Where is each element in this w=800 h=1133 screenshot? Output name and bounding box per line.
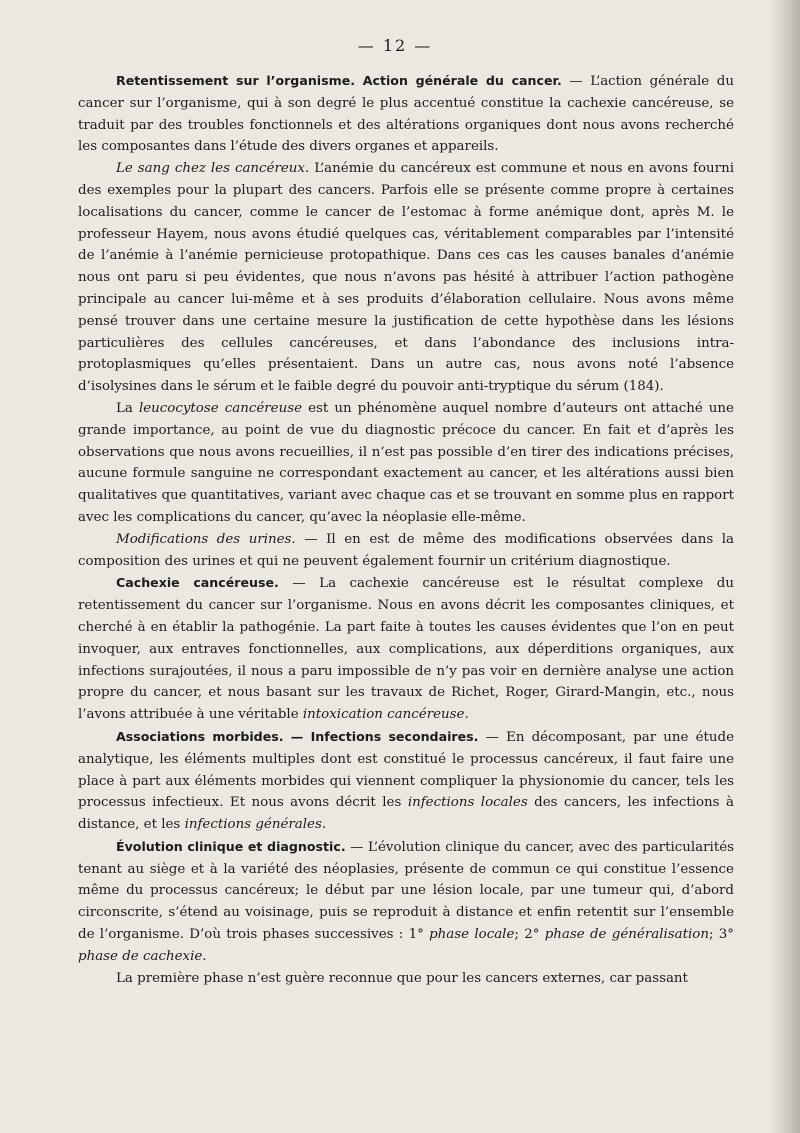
- italic-term: leucocytose cancéreuse: [138, 400, 302, 416]
- page-edge-shadow: [770, 0, 800, 1133]
- paragraph-cachexie: Cachexie cancéreuse. — La cachexie cancéreuse est le résultat complexe du retentissement du cancer sur l’organisme. Nous en avons décrit les composantes cliniques, et cherché à en établir la pathogénie. La part faite à toutes les causes évidentes que l’on en peut invoquer, aux entraves fonctionnelles, aux complications, aux déperditions organiques, aux infections surajoutées, il nous a paru impossible de n’y pas voir en dernière analyse une action propre du cancer, et nous basant sur les travaux de Richet, Roger, Girard-Mangin, etc., nous l’avons attribuée à une véritable intoxication cancéreuse.: [78, 575, 734, 723]
- italic-lead: Modifications des urines.: [116, 531, 296, 547]
- paragraph-premiere-phase: La première phase n’est guère reconnue que pour les cancers externes, car passant: [116, 970, 688, 986]
- section-heading: Évolution clinique et diagnostic.: [116, 838, 346, 854]
- paragraph-associations: Associations morbides. — Infections secondaires. — En décomposant, par une étude analytique, les éléments multiples dont est constitué le processus cancéreux, il faut faire une place à part aux éléments morbides qui viennent compliquer la physionomie du cancer, tels les processus infectieux. Et nous avons décrit les infections locales des cancers, les infections à distance, et les infections générales.: [78, 728, 734, 833]
- paragraph-evolution: Évolution clinique et diagnostic. — L’évolution clinique du cancer, avec des particularités tenant au siège et à la variété des néoplasies, présente de commun ce qui constitue l’essence même du processus cancéreux; le début par une lésion locale, par une tumeur qui, d’abord circonscrite, s’étend au voisinage, puis se reproduit à distance et enfin retentit sur l’ensemble de l’organisme. D’où trois phases successives : 1° phase locale; 2° phase de généralisation; 3° phase de cachexie.: [78, 838, 735, 964]
- section-heading: Associations morbides. — Infections secondaires.: [116, 728, 479, 744]
- italic-term: phase de généralisation: [544, 927, 709, 943]
- paragraph-retentissement: Retentissement sur l’organisme. Action générale du cancer. — L’action générale du cancer sur l’organisme, qui à son degré le plus accentué constitue la cachexie cancéreuse, se traduit par des troubles fonctionnels et des altérations organiques dont nous avons recherché les composantes dans l’étude des divers organes et appareils.: [78, 73, 734, 155]
- body-text: [78, 70, 734, 989]
- paragraph-sang: Le sang chez les cancéreux. L’anémie du cancéreux est commune et nous en avons fourni des exemples pour la plupart des cancers. Parfois elle se présente comme propre à certaines localisations du cancer, comme le cancer de l’estomac à forme anémique dont, après M. le professeur Hayem, nous avons étudié quelques cas, véritablement comparables par l’intensité de l’anémie à l’anémie pernicieuse protopathique. Dans ces cas les causes banales d’anémie nous ont paru si peu évidentes, que nous n’avons pas hésité à attribuer l’action pathogène principale au cancer lui-même et à ses produits d’élaboration cellulaire. Nous avons même pensé trouver dans une certaine mesure la justification de cette hypothèse dans les lésions particulières des cellules cancéreuses, et dans l’abondance des inclusions intra-protoplasmiques qu’elles présentaient. Dans un autre cas, nous avons noté l’absence d’isolysines dans le sérum et le faible degré du pouvoir anti-tryptique du sérum (184).: [78, 161, 734, 395]
- italic-term: phase locale: [429, 927, 515, 943]
- italic-lead: Le sang chez les cancéreux.: [116, 161, 310, 177]
- section-heading: Retentissement sur l’organisme. Action générale du cancer.: [116, 73, 562, 88]
- italic-term: infections locales: [407, 795, 528, 811]
- italic-term: intoxication cancéreuse: [302, 707, 465, 723]
- page-number: — 12 —: [357, 36, 433, 55]
- section-heading: Cachexie cancéreuse.: [116, 575, 279, 591]
- italic-term: infections générales: [184, 817, 322, 833]
- paragraph-leucocytose: La leucocytose cancéreuse est un phénomène auquel nombre d’auteurs ont attaché une grande importance, au point de vue du diagnostic précoce du cancer. En fait et d’après les observations que nous avons recueillies, il n’est pas possible d’en tirer des indications précises, aucune formule sanguine ne correspondant exactement au cancer, et les altérations aussi bien qualitatives que quantitatives, variant avec chaque cas et se trouvant en somme plus en rapport avec les complications du cancer, qu’avec la néoplasie elle-même.: [78, 400, 734, 525]
- italic-term: phase de cachexie: [78, 948, 203, 964]
- paragraph-urines: Modifications des urines. — Il en est de même des modifications observées dans la composition des urines et qui ne peuvent également fournir un critérium diagnostique.: [78, 531, 734, 569]
